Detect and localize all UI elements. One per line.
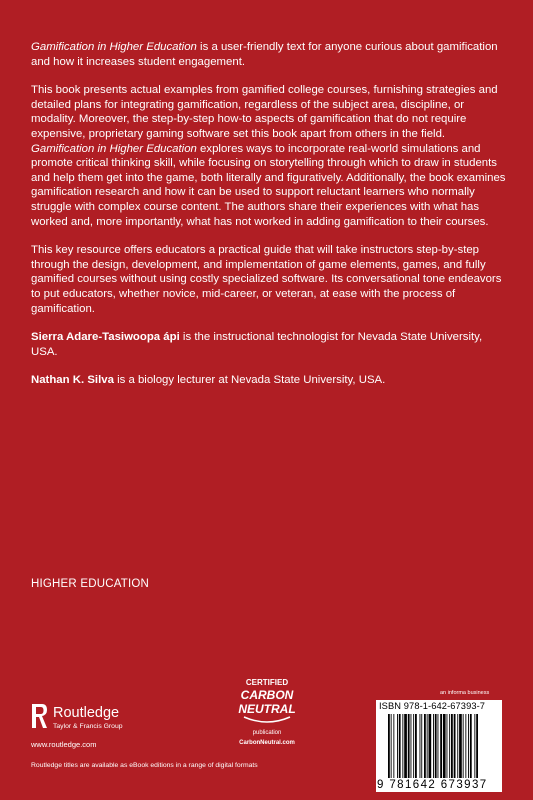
informa-tagline: an informa business [440,690,490,696]
barcode-bar [465,714,466,778]
publisher-brand: Routledge [53,705,120,721]
book-title: Gamification in Higher Education [31,41,197,53]
resource-paragraph: This key resource offers educators a practical guide that will take instructors step-by-step through the design, development, and implementation of game elements, games, and fully gamified courses without using costly specialized software. Its conversational tone endeavors to put educators, whether novice, mid-career, or veteran, at ease with the process of gamification. [31,244,502,315]
barcode-digits: 9 781642 673937 [377,779,488,791]
barcode-bar [408,714,410,778]
barcode-bar [438,714,439,778]
barcode-bar [415,714,417,778]
barcode-bar [402,714,403,778]
barcode-bar [463,714,464,778]
isbn-number: ISBN 978-1-642-67393-7 [379,701,486,711]
barcode-bar [459,714,462,778]
barcode-bar [420,714,421,778]
carbon-neutral-logo-icon [232,672,302,728]
barcode-bar [440,714,442,778]
barcode-bar [413,714,414,778]
details-paragraph: This book presents actual examples from gamified college courses, furnishing strategies and detailed plans for integrating gamification, regardless of the subject area, discipline, or modality. Moreover, the step-by-step how-to aspects of gamification that do not require expensive, proprietary gaming software set this book apart from others in the field. Gamification in Higher Education explores ways to incorporate real-world simulations and promote critical thinking skill, while focusing on storytelling through which to draw in students and help them get into the game, both literally and figuratively. Additionally, the book examines gamification research and how it can be used to support reluctant learners who normally struggle with complex course content. The authors share their experiences with what has worked and, more importantly, what has not worked in adding gamification to their courses. [31,84,506,228]
publisher-url: www.routledge.com [31,740,97,749]
carbon-publication-label: publication [252,730,282,736]
intro-paragraph: Gamification in Higher Education is a user-friendly text for anyone curious about gamification and how it increases student engagement. [31,41,498,68]
publisher-group: Taylor & Francis Group [53,723,123,730]
routledge-r-icon [31,702,49,730]
carbon-neutral-badge [232,672,302,762]
author-bio-2: Nathan K. Silva is a biology lecturer at Nevada State University, USA. [31,374,386,387]
barcode-bar [447,714,448,778]
ebook-note: Routledge titles are available as eBook editions in a range of digital formats [31,762,258,769]
barcode-bar [397,714,398,778]
barcode-bar [476,714,478,778]
barcode-bar [393,714,394,778]
barcode-bar [443,714,446,778]
barcode-bar [468,714,469,778]
svg-text:CARBON: CARBON [240,688,294,702]
barcode-bar [451,714,453,778]
barcode-bar [424,714,426,778]
author-bio-1: Sierra Adare-Tasiwoopa ápi is the instructional technologist for Nevada State University, USA. [31,331,483,358]
barcode-bar [435,714,437,778]
barcode-bar [457,714,458,778]
barcode-bar [391,714,392,778]
subject-category: HIGHER EDUCATION [31,578,149,590]
carbon-site-label: CarbonNeutral.com [239,740,295,746]
barcode-bar [449,714,450,778]
publisher-logo [31,702,231,752]
barcode-bar [474,714,475,778]
barcode-bar [433,714,434,778]
barcode-bar [404,714,407,778]
barcode-bar [388,714,390,778]
svg-text:CERTIFIED: CERTIFIED [245,678,289,687]
barcode-bar [411,714,412,778]
barcode-bar [429,714,432,778]
barcode-bar [454,714,456,778]
book-title-inline: Gamification in Higher Education [31,142,197,155]
isbn-barcode [376,700,502,792]
barcode-bar [399,714,401,778]
svg-text:NEUTRAL: NEUTRAL [238,702,296,716]
barcode-bar [427,714,428,778]
barcode-bar [421,714,422,778]
barcode-bar [470,714,472,778]
description-block [31,40,506,402]
